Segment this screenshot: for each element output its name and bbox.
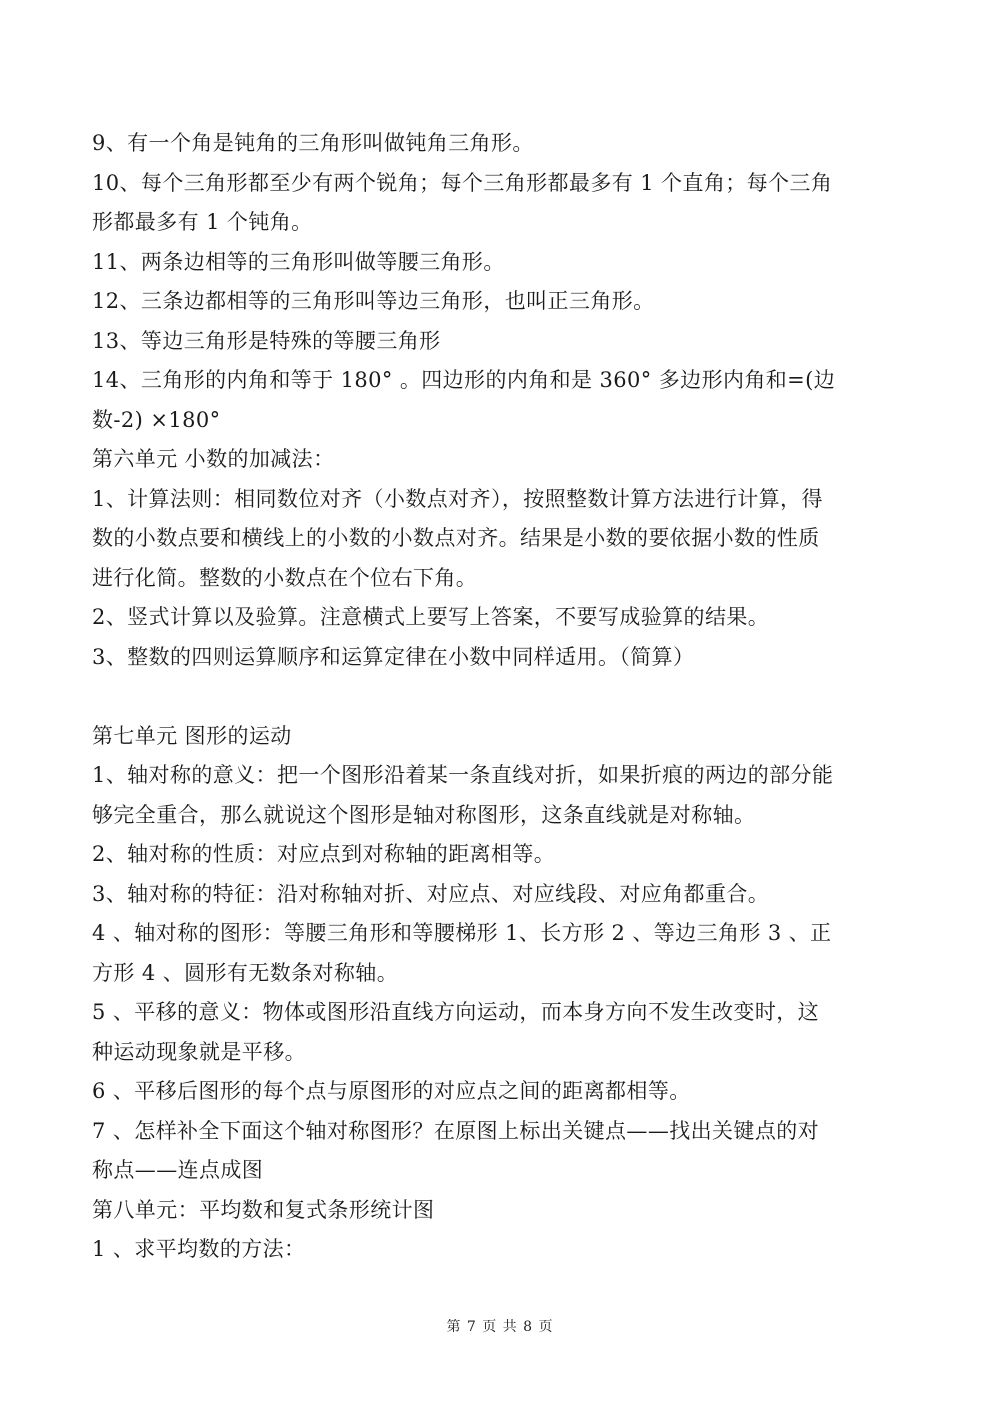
section-heading-unit-8: 第八单元：平均数和复式条形统计图 [92,1197,435,1222]
page-footer: 第 7 页 共 8 页 [446,1319,554,1335]
text-line: 3、轴对称的特征：沿对称轴对折、对应点、对应线段、对应角都重合。 [92,881,770,906]
text-line: 3、整数的四则运算顺序和运算定律在小数中同样适用。（简算） [92,644,695,669]
blank-line [92,677,918,717]
text-line: 方形 4 、圆形有无数条对称轴。 [92,960,399,985]
text-line: 13、等边三角形是特殊的等腰三角形 [92,328,441,353]
text-line: 1、轴对称的意义：把一个图形沿着某一条直线对折，如果折痕的两边的部分能 [92,763,834,787]
text-line: 数-2) ×180° [92,407,221,432]
text-line: 14、三角形的内角和等于 180° 。四边形的内角和是 360° 多边形内角和=(边 [92,368,836,392]
text-line: 4 、轴对称的图形：等腰三角形和等腰梯形 1、长方形 2 、等边三角形 3 、正 [92,921,832,945]
text-line: 9、有一个角是钝角的三角形叫做钝角三角形。 [92,131,534,155]
text-line: 7 、怎样补全下面这个轴对称图形？在原图上标出关键点——找出关键点的对 [92,1118,820,1143]
text-line: 够完全重合，那么就说这个图形是轴对称图形，这条直线就是对称轴。 [92,802,756,827]
text-line: 6 、平移后图形的每个点与原图形的对应点之间的距离都相等。 [92,1079,691,1103]
text-line: 数的小数点要和横线上的小数的小数点对齐。结果是小数的要依据小数的性质 [92,526,820,550]
text-line: 1、计算法则：相同数位对齐（小数点对齐），按照整数计算方法进行计算，得 [92,486,823,511]
text-line: 2、竖式计算以及验算。注意横式上要写上答案，不要写成验算的结果。 [92,605,770,629]
text-line: 5 、平移的意义：物体或图形沿直线方向运动，而本身方向不发生改变时，这 [92,1000,820,1024]
text-line: 称点——连点成图 [92,1158,264,1182]
text-line: 12、三条边都相等的三角形叫等边三角形，也叫正三角形。 [92,289,655,313]
text-line: 1 、求平均数的方法： [92,1237,306,1261]
section-heading-unit-6: 第六单元 小数的加减法： [92,447,335,471]
text-line: 形都最多有 1 个钝角。 [92,210,313,234]
document-body [92,124,918,1270]
text-line: 2、轴对称的性质：对应点到对称轴的距离相等。 [92,842,556,866]
text-line: 11、两条边相等的三角形叫做等腰三角形。 [92,249,505,274]
text-line: 种运动现象就是平移。 [92,1039,306,1064]
text-line: 10、每个三角形都至少有两个锐角；每个三角形都最多有 1 个直角；每个三角 [92,170,833,195]
text-line: 进行化简。整数的小数点在个位右下角。 [92,565,478,590]
section-heading-unit-7: 第七单元 图形的运动 [92,723,292,748]
